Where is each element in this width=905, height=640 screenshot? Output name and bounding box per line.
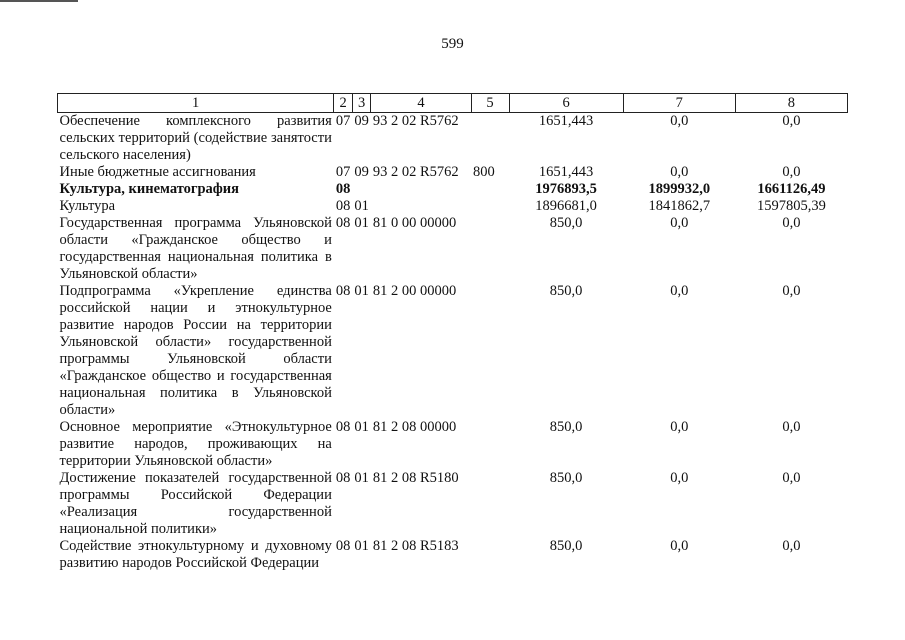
expense-type-cell	[471, 538, 509, 572]
table-row	[58, 198, 848, 215]
target-article-cell: 81 2 08 R5183	[372, 538, 459, 554]
section-code-cell: 08	[335, 215, 351, 231]
section-code-cell: 08	[335, 283, 351, 299]
amount-col8-cell: 0,0	[782, 215, 801, 231]
amount-col8-cell: 0,0	[782, 419, 801, 435]
section-code-cell: 08	[335, 419, 351, 435]
column-header-4: 4	[371, 94, 471, 113]
table-row	[58, 113, 848, 165]
row-name-cell: Достижение показателей государственной программы Российской Федерации «Реализация государственной национальной политики»	[59, 470, 332, 537]
column-header-7: 7	[623, 94, 735, 113]
amount-col8-cell: 0,0	[782, 164, 801, 180]
amount-col8-cell: 1597805,39	[756, 198, 826, 214]
column-header-8: 8	[735, 94, 847, 113]
expense-type-cell	[471, 198, 509, 215]
subsection-code-cell: 01	[354, 538, 369, 554]
amount-col7-cell: 0,0	[670, 538, 689, 554]
amount-col6-cell: 850,0	[549, 215, 583, 231]
expense-type-cell	[471, 283, 509, 419]
subsection-code-cell: 01	[354, 198, 369, 214]
column-header-1: 1	[58, 94, 334, 113]
table-row	[58, 283, 848, 419]
row-name-cell: Культура, кинематография	[59, 181, 240, 197]
amount-col7-cell: 1841862,7	[648, 198, 711, 214]
amount-col8-cell: 0,0	[782, 470, 801, 486]
amount-col7-cell: 0,0	[670, 419, 689, 435]
target-article-cell: 81 0 00 00000	[372, 215, 457, 231]
amount-col7-cell: 0,0	[670, 164, 689, 180]
page-number: 599	[441, 36, 464, 52]
section-code-cell: 08	[335, 181, 351, 197]
table-row	[58, 215, 848, 283]
table-row	[58, 470, 848, 538]
column-header-6: 6	[509, 94, 623, 113]
amount-col8-cell: 1661126,49	[757, 181, 826, 197]
amount-col6-cell: 850,0	[549, 538, 583, 554]
subsection-code-cell	[352, 181, 371, 198]
expense-type-cell	[471, 113, 509, 165]
amount-col6-cell: 850,0	[549, 470, 583, 486]
subsection-code-cell: 01	[354, 470, 369, 486]
subsection-code-cell: 01	[354, 419, 369, 435]
target-article-cell: 93 2 02 R5762	[372, 164, 459, 180]
subsection-code-cell: 09	[354, 164, 369, 180]
section-code-cell: 08	[335, 198, 351, 214]
target-article-cell	[371, 198, 471, 215]
row-name-cell: Иные бюджетные ассигнования	[59, 164, 256, 180]
expense-type-cell	[471, 215, 509, 283]
table-row	[58, 181, 848, 198]
amount-col6-cell: 1651,443	[538, 164, 594, 180]
amount-col7-cell: 0,0	[670, 113, 689, 129]
table-row	[58, 164, 848, 181]
target-article-cell: 81 2 08 R5180	[372, 470, 459, 486]
amount-col8-cell: 0,0	[782, 283, 801, 299]
amount-col6-cell: 850,0	[549, 283, 583, 299]
target-article-cell: 81 2 00 00000	[372, 283, 457, 299]
amount-col7-cell: 0,0	[670, 470, 689, 486]
table-row	[58, 419, 848, 470]
row-name-cell: Культура	[59, 198, 116, 214]
expense-type-cell	[471, 181, 509, 198]
amount-col7-cell: 0,0	[670, 283, 689, 299]
expense-type-cell: 800	[473, 164, 495, 180]
amount-col7-cell: 0,0	[670, 215, 689, 231]
amount-col6-cell: 1651,443	[538, 113, 594, 129]
row-name-cell: Основное мероприятие «Этнокультурное развитие народов, проживающих на территории Ульяновской области»	[59, 419, 332, 469]
amount-col6-cell: 850,0	[549, 419, 583, 435]
table-row	[58, 538, 848, 572]
subsection-code-cell: 01	[354, 283, 369, 299]
subsection-code-cell: 09	[354, 113, 369, 129]
expense-type-cell	[471, 470, 509, 538]
row-name-cell: Обеспечение комплексного развития сельских территорий (содействие занятости сельского населения)	[59, 113, 332, 163]
expense-type-cell	[471, 419, 509, 470]
amount-col8-cell: 0,0	[782, 113, 801, 129]
budget-table	[57, 93, 848, 572]
amount-col8-cell: 0,0	[782, 538, 801, 554]
amount-col7-cell: 1899932,0	[648, 181, 711, 197]
subsection-code-cell: 01	[354, 215, 369, 231]
section-code-cell: 07	[335, 113, 351, 129]
scan-edge-mark	[0, 0, 78, 2]
target-article-cell: 93 2 02 R5762	[372, 113, 459, 129]
header-row	[58, 94, 848, 113]
section-code-cell: 08	[335, 538, 351, 554]
table-body	[58, 113, 848, 573]
column-header-5: 5	[471, 94, 509, 113]
section-code-cell: 08	[335, 470, 351, 486]
target-article-cell	[371, 181, 471, 198]
column-header-2: 2	[334, 94, 353, 113]
row-name-cell: Подпрограмма «Укрепление единства российской нации и этнокультурное развитие народов России на территории Ульяновской области» государственной программы Ульяновской области «Гражданское общество и государственная национальная политика в Ульяновской области»	[59, 283, 332, 418]
row-name-cell: Государственная программа Ульяновской области «Гражданское общество и государственная национальная политика в Ульяновской области»	[59, 215, 332, 282]
section-code-cell: 07	[335, 164, 351, 180]
column-header-3: 3	[352, 94, 371, 113]
amount-col6-cell: 1896681,0	[535, 198, 597, 214]
row-name-cell: Содействие этнокультурному и духовному развитию народов Российской Федерации	[59, 538, 332, 571]
target-article-cell: 81 2 08 00000	[372, 419, 457, 435]
amount-col6-cell: 1976893,5	[535, 181, 597, 197]
